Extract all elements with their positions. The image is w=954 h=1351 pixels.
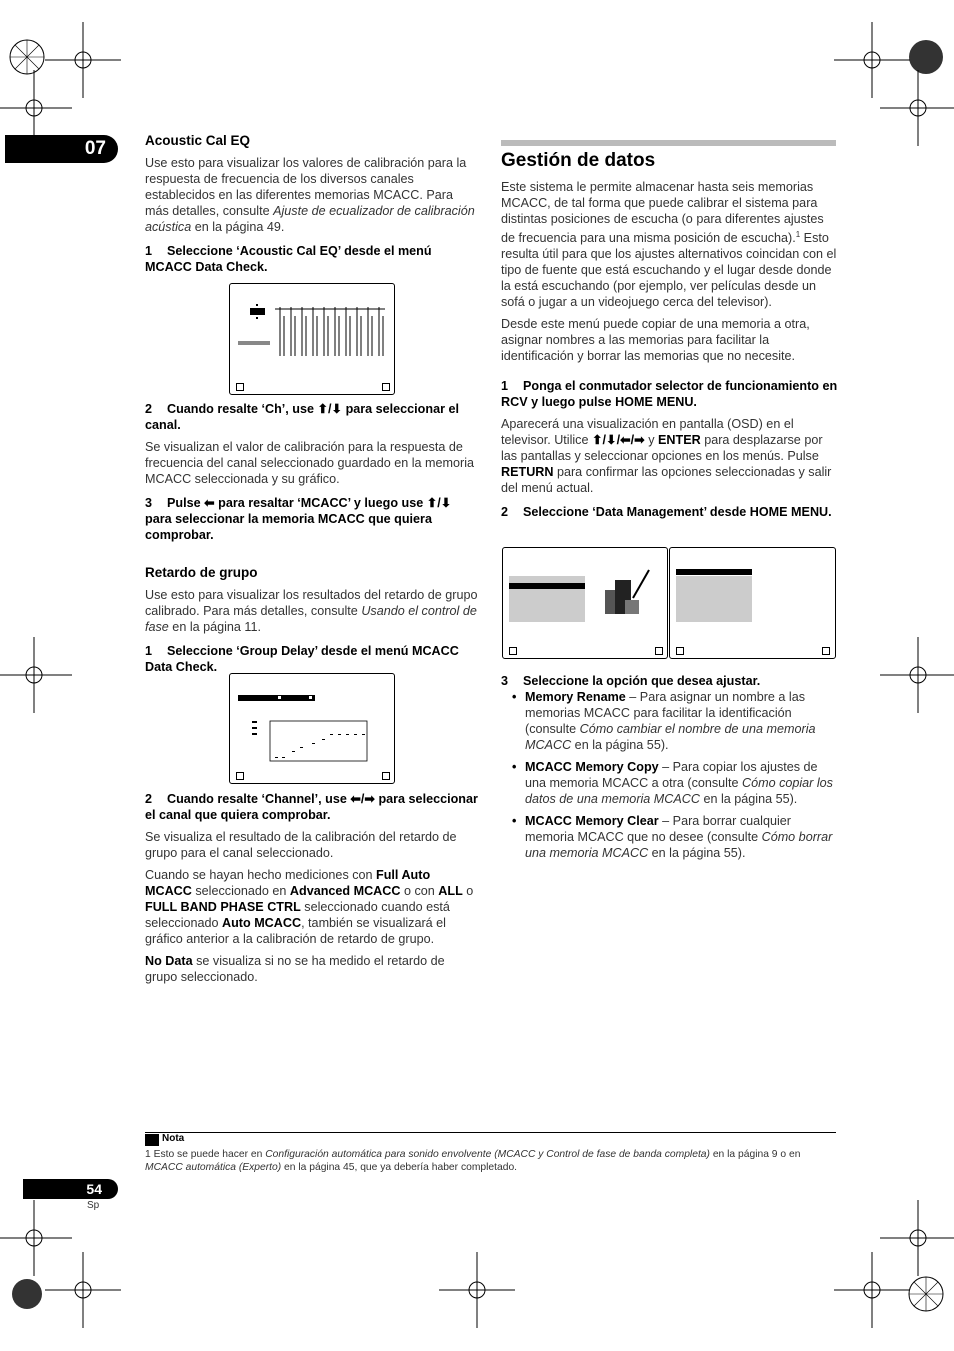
right-column-b	[501, 665, 838, 867]
delay-step-2-desc: Se visualiza el resultado de la calibración del retardo de grupo para el canal seleccionado.	[145, 830, 457, 860]
delay-graph	[230, 674, 394, 783]
section-title-data-management: Gestión de datos	[501, 150, 656, 171]
dm-intro: Este sistema le permite almacenar hasta seis memorias MCACC, de tal forma que puede calibrar el sistema para distintas posiciones de escucha (o para diferentes ajustes de frecuencia para una misma posición de escucha).$^1$ Esto resulta útil para que los ajustes alternativos coincidan con el tipo de fuente que está escuchando y el lugar desde donde la está escuchando (por ejemplo, ver películas desde un sofá o jugar a un videojuego cerca del televisor).	[501, 180, 837, 310]
dm-intro-2: Desde este menú puede copiar de una memoria a otra, asignar nombres a las memorias para facilitar la identificación y borrar las memorias que no necesite.	[501, 317, 810, 364]
footnote-label: Nota	[162, 1133, 185, 1144]
nav-right-icon	[382, 772, 390, 780]
home-menu-screen	[502, 547, 668, 659]
data-management-icon	[603, 568, 653, 618]
nav-right-icon	[822, 647, 830, 655]
nav-right-icon	[382, 383, 390, 391]
page-number-tab: 54	[23, 1179, 118, 1199]
crosshair-icon	[439, 1252, 519, 1332]
delay-step-1: 1 Seleccione ‘Group Delay’ desde el menú MCACC Data Check.	[145, 644, 459, 674]
acoustic-step-2-desc: Se visualizan el valor de calibración para la respuesta de frecuencia del canal seleccionado guardado en la memoria MCACC seleccionada y su gráfico.	[145, 440, 475, 486]
nav-left-icon	[509, 647, 517, 655]
dm-step-1: 1 Ponga el conmutador selector de funcionamiento en RCV y luego pulse HOME MENU.	[501, 379, 838, 410]
option-memory-clear: • MCACC Memory Clear – Para borrar cualquier memoria MCACC que no desee (consulte Cómo borrar una memoria MCACC en la página 55).	[525, 813, 838, 861]
data-management-screen	[669, 547, 836, 659]
option-memory-rename: • Memory Rename – Para asignar un nombre a las memorias MCACC para facilitar la identificación (consulte Cómo cambiar el nombre de una memoria MCACC en la página 55).	[525, 689, 838, 753]
delay-intro: Use esto para visualizar los resultados del retardo de grupo calibrado. Para más detalles, consulte Usando el control de fase en la página 11.	[145, 588, 478, 634]
left-column-c	[145, 791, 480, 991]
left-column	[145, 133, 480, 281]
dm-step-3: 3 Seleccione la opción que desea ajustar.	[501, 674, 761, 688]
delay-note: Cuando se hayan hecho mediciones con Full Auto MCACC seleccionado en Advanced MCACC o con ALL o FULL BAND PHASE CTRL seleccionado cuando está seleccionado Auto MCACC, también se visualizará el gráfico anterior a la calibración de retardo de grupo.	[145, 868, 474, 946]
acoustic-step-3: 3 Pulse ⬅ para resaltar ‘MCACC’ y luego use ⬆/⬇ para seleccionar la memoria MCACC que quiera comprobar.	[145, 496, 452, 542]
section-heading-acoustic-cal-eq: Acoustic Cal EQ	[145, 133, 251, 148]
acoustic-intro: Use esto para visualizar los valores de calibración para la respuesta de frecuencia de los diversos canales establecidos en las diferentes memorias MCACC. Para más detalles, consulte Ajuste de ecualizador de calibración acústica en la página 49.	[145, 156, 475, 234]
nav-left-icon	[236, 383, 244, 391]
menu-highlight	[509, 583, 585, 589]
dm-step-1-desc: Aparecerá una visualización en pantalla (OSD) en el televisor. Utilice ⬆/⬇/⬅/➡ y ENTER para desplazarse por las pantallas y seleccionar opciones en los menús. Pulse RETURN para confirmar las opciones seleccionadas y salir del menú actual.	[501, 417, 832, 496]
acoustic-cal-eq-screen	[229, 283, 395, 395]
left-column-b	[145, 401, 480, 681]
delay-no-data: No Data se visualiza si no se ha medido el retardo de grupo seleccionado.	[145, 954, 445, 984]
acoustic-step-2: 2 Cuando resalte ‘Ch’, use ⬆/⬇ para seleccionar el canal.	[145, 402, 459, 432]
crosshair-icon	[880, 637, 954, 717]
crosshair-icon	[45, 1252, 125, 1332]
chapter-tab: 07	[5, 135, 118, 163]
option-memory-copy: • MCACC Memory Copy – Para copiar los ajustes de una memoria MCACC a otra (consulte Cómo copiar los datos de una memoria MCACC en la página 55).	[525, 759, 838, 807]
crosshair-icon	[0, 637, 76, 717]
right-column	[501, 148, 838, 526]
menu-highlight	[676, 569, 752, 575]
footnote-rule	[145, 1132, 836, 1133]
dm-step-2: 2 Seleccione ‘Data Management’ desde HOME MENU.	[501, 505, 832, 520]
note-icon	[145, 1134, 159, 1146]
nav-left-icon	[236, 772, 244, 780]
crosshair-icon	[880, 70, 954, 150]
option-list	[501, 689, 838, 861]
section-rule	[501, 140, 836, 146]
eq-graph	[230, 284, 394, 394]
delay-step-2: 2 Cuando resalte ‘Channel’, use ⬅/➡ para seleccionar el canal que quiera comprobar.	[145, 792, 478, 822]
nav-left-icon	[676, 647, 684, 655]
acoustic-step-1: 1 Seleccione ‘Acoustic Cal EQ’ desde el menú MCACC Data Check.	[145, 244, 432, 274]
nav-right-icon	[655, 647, 663, 655]
group-delay-screen	[229, 673, 395, 784]
registration-mark-icon	[874, 1262, 954, 1342]
menu-list	[676, 576, 752, 622]
footnote-text: 1 Esto se puede hacer en Configuración automática para sonido envolvente (MCACC y Control de fase de banda completa) en la página 9 o en MCACC automática (Experto) en la página 45, que ya debería haber completado.	[145, 1149, 801, 1173]
section-heading-group-delay: Retardo de grupo	[145, 565, 258, 580]
language-label: Sp	[87, 1200, 100, 1211]
